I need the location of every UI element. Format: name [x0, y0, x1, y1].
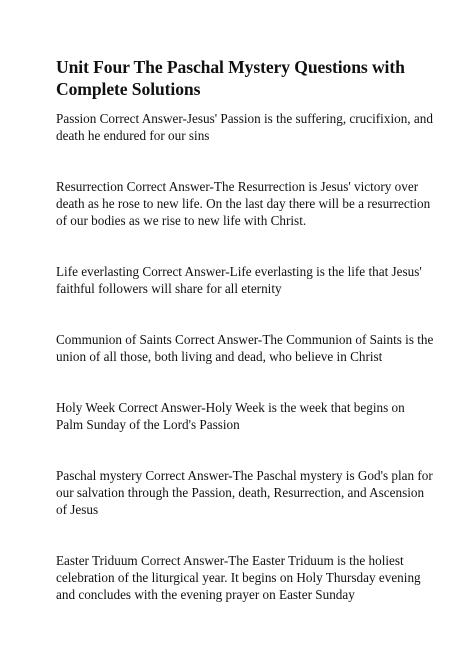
- qa-entry-paschal-mystery: Paschal mystery Correct Answer-The Paschal mystery is God's plan for our salvation through the Passion, death, Resurrection, and Ascension of Jesus: [56, 468, 433, 517]
- qa-entry-holy-week: Holy Week Correct Answer-Holy Week is the week that begins on Palm Sunday of the Lord's Passion: [56, 400, 405, 432]
- qa-entry-passion: Passion Correct Answer-Jesus' Passion is the suffering, crucifixion, and death he endured for our sins: [56, 111, 433, 143]
- document-title: Unit Four The Paschal Mystery Questions with Complete Solutions: [56, 57, 405, 99]
- qa-entry-communion-of-saints: Communion of Saints Correct Answer-The Communion of Saints is the union of all those, both living and dead, who believe in Christ: [56, 332, 434, 364]
- qa-entry-easter-triduum: Easter Triduum Correct Answer-The Easter Triduum is the holiest celebration of the liturgical year. It begins on Holy Thursday evening and concludes with the evening prayer on Easter Sunday: [56, 553, 421, 602]
- qa-entry-resurrection: Resurrection Correct Answer-The Resurrection is Jesus' victory over death as he rose to new life. On the last day there will be a resurrection of our bodies as we rise to new life with Christ.: [56, 179, 431, 228]
- qa-entry-life-everlasting: Life everlasting Correct Answer-Life everlasting is the life that Jesus' faithful followers will share for all eternity: [56, 264, 422, 296]
